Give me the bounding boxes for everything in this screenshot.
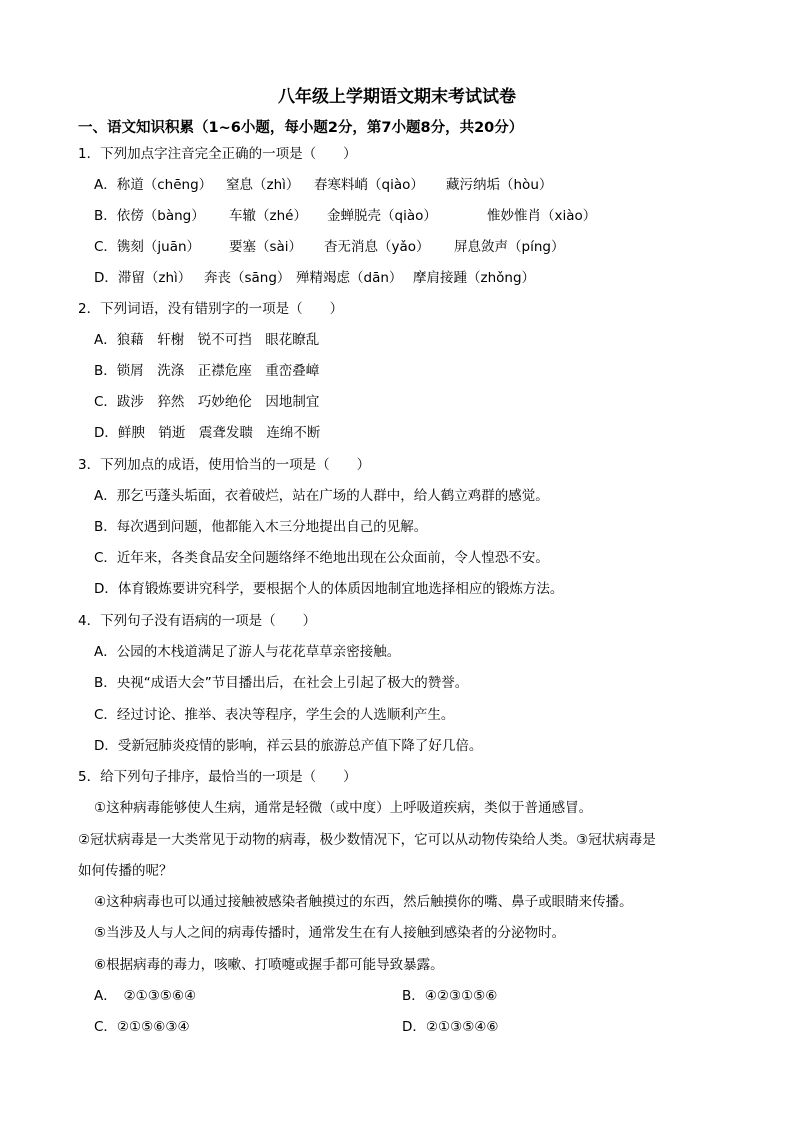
question-2-stem: 2．下列词语，没有错别字的一项是（ ） xyxy=(78,301,344,317)
question-2-option-c: C．跋涉 猝然 巧妙绝伦 因地制宜 xyxy=(94,394,320,410)
question-3-option-b: B．每次遇到问题，他都能入木三分地提出自己的见解。 xyxy=(94,519,428,535)
question-5-option-a: A． ②①③⑤⑥④ xyxy=(94,988,197,1004)
question-3-stem: 3．下列加点的成语，使用恰当的一项是（ ） xyxy=(78,457,371,473)
question-1-option-a: A．称道（chēng） 窒息（zhì） 春寒料峭（qiào） 藏污纳垢（hòu） xyxy=(94,177,553,193)
question-1-stem: 1．下列加点字注音完全正确的一项是（ ） xyxy=(78,146,357,162)
page-title: 八年级上学期语文期末考试试卷 xyxy=(278,87,516,107)
question-1-option-d: D．滞留（zhì） 奔丧（sāng） 殚精竭虑（dān） 摩肩接踵（zhǒng） xyxy=(94,270,536,286)
question-5-stem: 5．给下列句子排序，最恰当的一项是（ ） xyxy=(78,769,357,785)
question-5-sentence-3-cont: 如何传播的呢？ xyxy=(78,863,173,879)
question-5-option-d: D．②①③⑤④⑥ xyxy=(402,1019,499,1035)
question-2-option-d: D．鲜腴 销逝 震聋发聩 连绵不断 xyxy=(94,425,321,441)
question-2-option-b: B．锁屑 洗涤 正襟危座 重峦叠嶂 xyxy=(94,363,320,379)
question-4-option-d: D．受新冠肺炎疫情的影响，祥云县的旅游总产值下降了好几倍。 xyxy=(94,738,483,754)
question-4-option-b: B．央视“成语大会”节目播出后，在社会上引起了极大的赞誉。 xyxy=(94,675,469,691)
question-1-option-c: C．镌刻（juān） 要塞（sài） 杳无消息（yǎo） 屏息敛声（píng） xyxy=(94,239,565,255)
question-5-option-b: B．④②③①⑤⑥ xyxy=(402,988,498,1004)
section-heading: 一、语文知识积累（1~6小题，每小题2分，第7小题8分，共20分） xyxy=(78,120,524,136)
question-3-option-c: C．近年来，各类食品安全问题络绎不绝地出现在公众面前，令人惶恐不安。 xyxy=(94,550,549,566)
question-3-option-d: D．体育锻炼要讲究科学，要根据个人的体质因地制宜地选择相应的锻炼方法。 xyxy=(94,581,564,597)
question-5-sentence-1: ①这种病毒能够使人生病，通常是轻微（或中度）上呼吸道疾病，类似于普通感冒。 xyxy=(94,800,593,816)
question-4-option-a: A．公园的木栈道满足了游人与花花草草亲密接触。 xyxy=(94,644,401,660)
question-5-sentence-5: ⑤当涉及人与人之间的病毒传播时，通常发生在有人接触到感染者的分泌物时。 xyxy=(94,925,566,941)
question-5-sentence-6: ⑥根据病毒的毒力，咳嗽、打喷嚏或握手都可能导致暴露。 xyxy=(94,957,444,973)
question-3-option-a: A．那乞丐蓬头垢面，衣着破烂，站在广场的人群中，给人鹤立鸡群的感觉。 xyxy=(94,488,549,504)
question-4-option-c: C．经过讨论、推举、表决等程序，学生会的人选顺利产生。 xyxy=(94,707,455,723)
question-5-option-c: C．②①⑤⑥③④ xyxy=(94,1019,190,1035)
question-1-option-b: B．依傍（bàng） 车辙（zhé） 金蝉脱壳（qiào） 惟妙惟肖（xiào） xyxy=(94,208,597,224)
question-4-stem: 4．下列句子没有语病的一项是（ ） xyxy=(78,613,317,629)
question-5-sentence-4: ④这种病毒也可以通过接触被感染者触摸过的东西，然后触摸你的嘴、鼻子或眼睛来传播。 xyxy=(94,894,633,910)
question-5-sentence-2-3: ②冠状病毒是一大类常见于动物的病毒，极少数情况下，它可以从动物传染给人类。③冠状病毒是 xyxy=(78,832,656,848)
question-2-option-a: A．狼藉 轩榭 锐不可挡 眼花瞭乱 xyxy=(94,332,320,348)
